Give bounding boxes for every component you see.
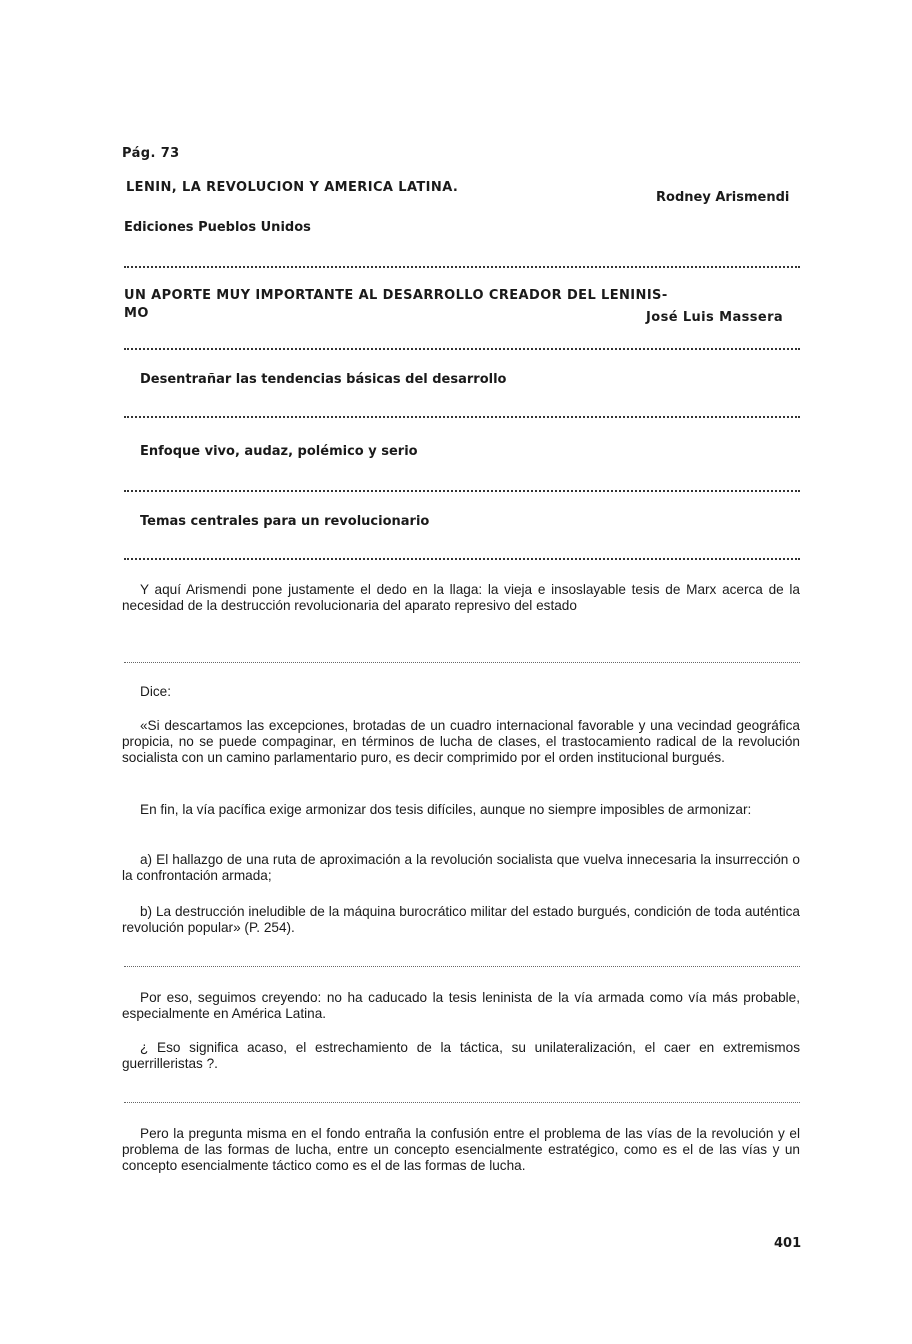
page-reference: Pág. 73	[122, 146, 180, 161]
quote-paragraph: b) La destrucción ineludible de la máquina burocrático militar del estado burgués, condición de toda auténtica revolución popular» (P. 254).	[122, 904, 800, 935]
paragraph: Por eso, seguimos creyendo: no ha caducado la tesis leninista de la vía armada como vía más probable, especialmente en América Latina.	[122, 990, 800, 1021]
quote-paragraph: En fin, la vía pacífica exige armonizar dos tesis difíciles, aunque no siempre imposibles de armonizar:	[140, 802, 752, 817]
section-heading: Enfoque vivo, audaz, polémico y serio	[140, 444, 418, 459]
divider	[124, 416, 800, 418]
book-title: LENIN, LA REVOLUCION Y AMERICA LATINA.	[126, 180, 459, 195]
divider	[124, 966, 800, 967]
section-heading: Temas centrales para un revolucionario	[140, 514, 430, 529]
page-number: 401	[774, 1236, 802, 1251]
divider	[124, 490, 800, 492]
divider	[124, 662, 800, 663]
paragraph: Dice:	[140, 684, 171, 699]
quote-paragraph: «Si descartamos las excepciones, brotadas de un cuadro internacional favorable y una vecindad geográfica propicia, no se puede compaginar, en términos de lucha de clases, el trastocamiento radical de la revolución socialista con un camino parlamentario puro, es decir comprimido por el orden institucional burgués.	[122, 718, 800, 765]
paragraph: Y aquí Arismendi pone justamente el dedo en la llaga: la vieja e insoslayable tesis de Marx acerca de la necesidad de la destrucción revolucionaria del aparato represivo del estado	[122, 582, 800, 613]
article-title-line1: UN APORTE MUY IMPORTANTE AL DESARROLLO CREADOR DEL LENINIS-	[124, 288, 668, 303]
paragraph: ¿ Eso significa acaso, el estrechamiento de la táctica, su unilateralización, el caer en extremismos guerrilleristas ?.	[122, 1040, 800, 1071]
divider	[124, 1102, 800, 1103]
section-heading: Desentrañar las tendencias básicas del desarrollo	[140, 372, 507, 387]
divider	[124, 558, 800, 560]
publisher: Ediciones Pueblos Unidos	[124, 220, 311, 235]
divider	[124, 348, 800, 350]
article-author: José Luis Massera	[646, 310, 784, 325]
quote-paragraph: a) El hallazgo de una ruta de aproximación a la revolución socialista que vuelva innecesaria la insurrección o la confrontación armada;	[122, 852, 800, 883]
book-author: Rodney Arismendi	[656, 190, 790, 205]
paragraph: Pero la pregunta misma en el fondo entraña la confusión entre el problema de las vías de la revolución y el problema de las formas de lucha, entre un concepto esencialmente estratégico, como es el de las vías y un concepto esencialmente táctico como es el de las formas de lucha.	[122, 1126, 800, 1173]
article-title-line2: MO	[124, 306, 149, 321]
divider	[124, 266, 800, 268]
